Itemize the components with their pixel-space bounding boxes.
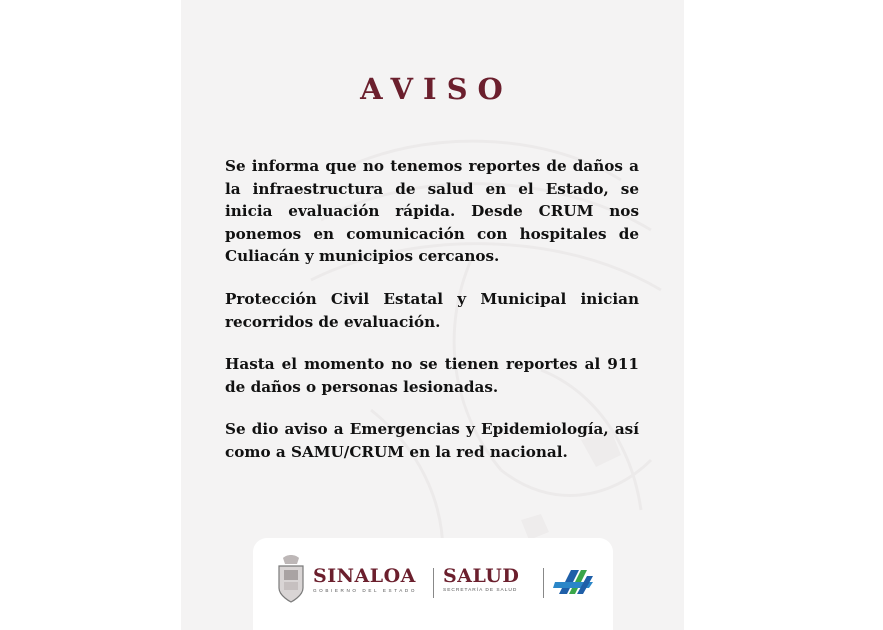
state-crest-icon [275, 554, 307, 604]
notice-paragraph: Se dio aviso a Emergencias y Epidemiología, así como a SAMU/CRUM en la red nacional. [225, 420, 639, 461]
footer-logos [253, 538, 613, 630]
salud-subtitle: SECRETARÍA DE SALUD [443, 588, 518, 593]
sinaloa-subtitle: GOBIERNO DEL ESTADO [313, 588, 418, 593]
notice-title: AVISO [360, 72, 513, 106]
salud-wordmark: SALUD [443, 565, 520, 587]
notice-paragraph: Hasta el momento no se tienen reportes al 911 de daños o personas lesionadas. [225, 355, 639, 396]
salud-logo [443, 566, 533, 593]
footer-divider [433, 568, 434, 598]
sinaloa-wordmark: SINALOA [313, 565, 416, 587]
notice-document [181, 0, 684, 630]
notice-body [225, 155, 639, 484]
footer-divider [543, 568, 544, 598]
notice-paragraph: Protección Civil Estatal y Municipal inician recorridos de evaluación. [225, 289, 639, 331]
sinaloa-logo [313, 566, 423, 593]
notice-paragraph: Se informa que no tenemos reportes de daños a la infraestructura de salud en el Estado, se inicia evaluación rápida. Desde CRUM nos ponemos en comunicación con hospitales de Culiacán y municipios cercanos. [225, 157, 639, 266]
health-services-logo-icon [553, 564, 595, 598]
